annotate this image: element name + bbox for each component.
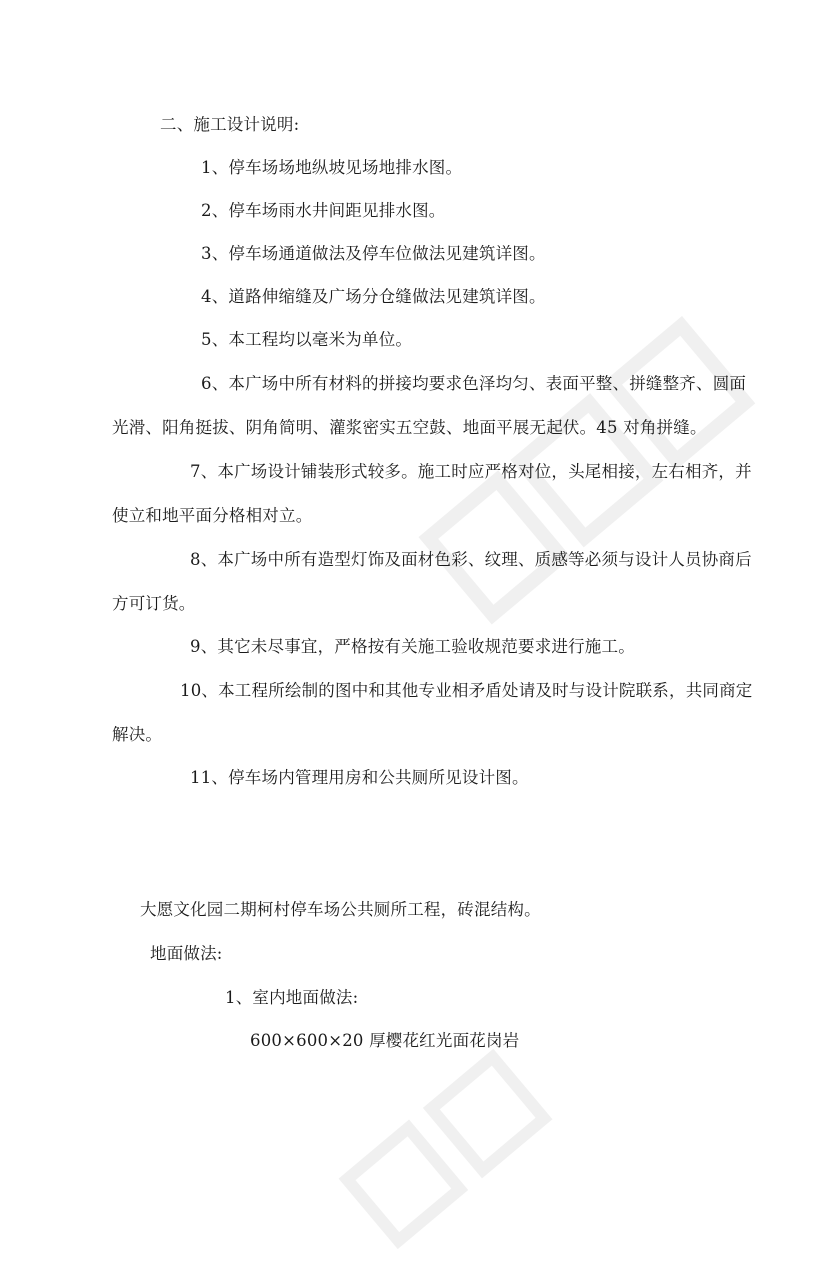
floor-item1: 1、室内地面做法: — [225, 988, 359, 1007]
watermark-bottom — [327, 978, 634, 1263]
item10-line2: 解决。 — [112, 725, 163, 744]
item8-line1: 8、本广场中所有造型灯饰及面材色彩、纹理、质感等必须与设计人员协商后 — [190, 550, 752, 569]
section-title: 二、施工设计说明: — [160, 115, 300, 134]
watermark — [408, 298, 812, 683]
item6-line1: 6、本广场中所有材料的拼接均要求色泽均匀、表面平整、拼缝整齐、圆面 — [201, 374, 747, 393]
item10-line1: 10、本工程所绘制的图中和其他专业相矛盾处请及时与设计院联系，共同商定 — [180, 681, 753, 700]
project-line: 大愿文化园二期柯村停车场公共厕所工程，砖混结构。 — [140, 900, 541, 919]
list-item: 2、停车场雨水井间距见排水图。 — [201, 201, 446, 220]
list-item: 1、停车场场地纵坡见场地排水图。 — [201, 158, 463, 177]
item11: 11、停车场内管理用房和公共厕所见设计图。 — [190, 768, 529, 787]
item6-line2: 光滑、阳角挺拔、阴角简明、灌浆密实五空鼓、地面平展无起伏。45 对角拼缝。 — [112, 418, 707, 437]
watermark-bottom-graphic — [327, 978, 628, 1255]
list-item: 3、停车场通道做法及停车位做法见建筑详图。 — [201, 244, 546, 263]
floor-item1-spec: 600×600×20 厚樱花红光面花岗岩 — [250, 1031, 520, 1050]
floor-heading: 地面做法: — [150, 944, 223, 963]
item9: 9、其它未尽事宜，严格按有关施工验收规范要求进行施工。 — [190, 637, 635, 656]
item8-line2: 方可订货。 — [112, 594, 196, 613]
item7-line1: 7、本广场设计铺装形式较多。施工时应严格对位，头尾相接，左右相齐，并 — [190, 462, 752, 481]
list-item: 5、本工程均以毫米为单位。 — [201, 330, 413, 349]
item7-line2: 使立和地平面分格相对立。 — [112, 506, 313, 525]
list-item: 4、道路伸缩缝及广场分仓缝做法见建筑详图。 — [201, 287, 546, 306]
